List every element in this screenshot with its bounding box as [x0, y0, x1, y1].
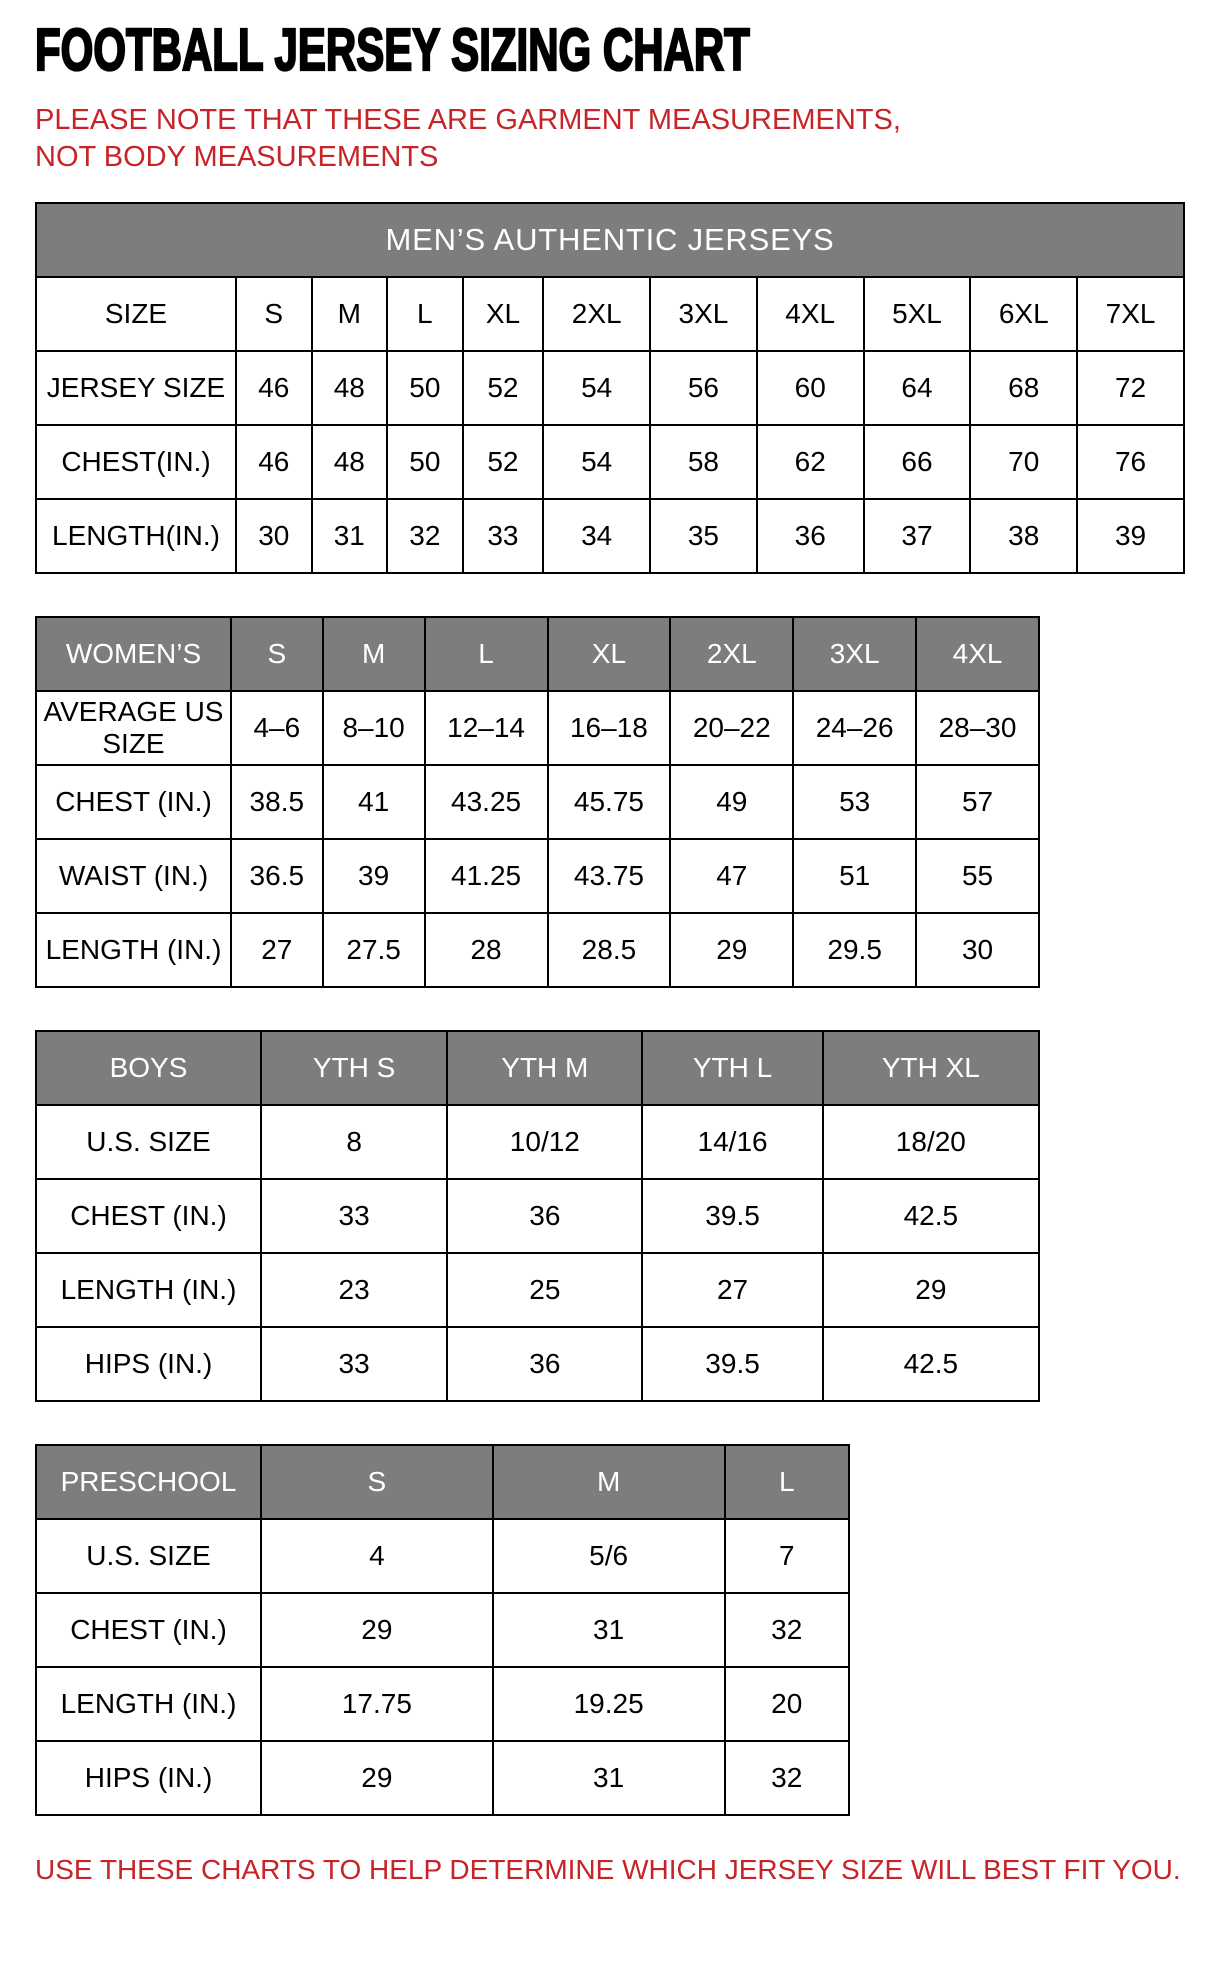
value-cell: 20 — [725, 1667, 850, 1741]
value-cell: 8–10 — [323, 691, 425, 765]
header-label-cell: PRESCHOOL — [36, 1445, 261, 1519]
header-size-cell: 3XL — [793, 617, 916, 691]
value-cell: 24–26 — [793, 691, 916, 765]
page-title-text: FOOTBALL JERSEY SIZING CHART — [35, 16, 750, 83]
value-cell: 76 — [1077, 425, 1184, 499]
header-size-cell: M — [312, 277, 388, 351]
header-size-cell: 2XL — [670, 617, 793, 691]
header-label-cell: WOMEN’S — [36, 617, 231, 691]
header-size-cell: 7XL — [1077, 277, 1184, 351]
page-title — [35, 16, 1185, 86]
header-row — [36, 1445, 849, 1519]
value-cell: 51 — [793, 839, 916, 913]
value-cell: 33 — [463, 499, 544, 573]
table-row — [36, 1519, 849, 1593]
value-cell: 50 — [387, 351, 463, 425]
value-cell: 68 — [970, 351, 1077, 425]
table-row — [36, 499, 1184, 573]
header-size-cell: XL — [548, 617, 671, 691]
value-cell: 32 — [725, 1741, 850, 1815]
table-row — [36, 1327, 1039, 1401]
value-cell: 64 — [864, 351, 971, 425]
value-cell: 29.5 — [793, 913, 916, 987]
value-cell: 18/20 — [823, 1105, 1039, 1179]
row-label-cell: LENGTH (IN.) — [36, 913, 231, 987]
value-cell: 57 — [916, 765, 1039, 839]
value-cell: 31 — [312, 499, 388, 573]
header-size-cell: 2XL — [543, 277, 650, 351]
header-size-cell: M — [323, 617, 425, 691]
value-cell: 41 — [323, 765, 425, 839]
value-cell: 29 — [261, 1741, 493, 1815]
value-cell: 39.5 — [642, 1179, 822, 1253]
value-cell: 30 — [916, 913, 1039, 987]
value-cell: 7 — [725, 1519, 850, 1593]
sizing-tables-container — [35, 202, 1185, 1816]
row-label-cell: U.S. SIZE — [36, 1105, 261, 1179]
table-row — [36, 1179, 1039, 1253]
value-cell: 56 — [650, 351, 757, 425]
value-cell: 52 — [463, 425, 544, 499]
value-cell: 28–30 — [916, 691, 1039, 765]
value-cell: 8 — [261, 1105, 447, 1179]
value-cell: 39 — [323, 839, 425, 913]
table-row — [36, 1741, 849, 1815]
value-cell: 55 — [916, 839, 1039, 913]
value-cell: 19.25 — [493, 1667, 725, 1741]
value-cell: 66 — [864, 425, 971, 499]
value-cell: 30 — [236, 499, 312, 573]
value-cell: 45.75 — [548, 765, 671, 839]
row-label-cell: HIPS (IN.) — [36, 1327, 261, 1401]
value-cell: 4 — [261, 1519, 493, 1593]
value-cell: 49 — [670, 765, 793, 839]
value-cell: 31 — [493, 1593, 725, 1667]
value-cell: 33 — [261, 1179, 447, 1253]
value-cell: 29 — [823, 1253, 1039, 1327]
value-cell: 41.25 — [425, 839, 548, 913]
value-cell: 50 — [387, 425, 463, 499]
row-label-cell: CHEST (IN.) — [36, 1179, 261, 1253]
table-row — [36, 765, 1039, 839]
value-cell: 17.75 — [261, 1667, 493, 1741]
value-cell: 29 — [261, 1593, 493, 1667]
value-cell: 10/12 — [447, 1105, 642, 1179]
header-row — [36, 617, 1039, 691]
value-cell: 43.75 — [548, 839, 671, 913]
table-row — [36, 691, 1039, 765]
value-cell: 54 — [543, 425, 650, 499]
value-cell: 23 — [261, 1253, 447, 1327]
value-cell: 37 — [864, 499, 971, 573]
table-row — [36, 425, 1184, 499]
table-row — [36, 1105, 1039, 1179]
value-cell: 31 — [493, 1741, 725, 1815]
value-cell: 43.25 — [425, 765, 548, 839]
value-cell: 60 — [757, 351, 864, 425]
table-row — [36, 1667, 849, 1741]
header-label-cell: BOYS — [36, 1031, 261, 1105]
header-size-cell: YTH XL — [823, 1031, 1039, 1105]
row-label-cell: U.S. SIZE — [36, 1519, 261, 1593]
header-label-cell: SIZE — [36, 277, 236, 351]
table-row — [36, 839, 1039, 913]
value-cell: 4–6 — [231, 691, 323, 765]
row-label-cell: LENGTH (IN.) — [36, 1667, 261, 1741]
row-label-cell: CHEST (IN.) — [36, 765, 231, 839]
header-size-cell: 6XL — [970, 277, 1077, 351]
value-cell: 53 — [793, 765, 916, 839]
value-cell: 36 — [447, 1327, 642, 1401]
boys-table — [35, 1030, 1040, 1402]
value-cell: 70 — [970, 425, 1077, 499]
header-size-cell: XL — [463, 277, 544, 351]
value-cell: 36 — [447, 1179, 642, 1253]
row-label-cell: LENGTH(IN.) — [36, 499, 236, 573]
row-label-cell: CHEST(IN.) — [36, 425, 236, 499]
mens-authentic-jerseys-banner: MEN’S AUTHENTIC JERSEYS — [36, 203, 1184, 277]
row-label-cell: HIPS (IN.) — [36, 1741, 261, 1815]
row-label-cell: CHEST (IN.) — [36, 1593, 261, 1667]
value-cell: 48 — [312, 425, 388, 499]
value-cell: 5/6 — [493, 1519, 725, 1593]
row-label-cell: WAIST (IN.) — [36, 839, 231, 913]
table-banner-row — [36, 203, 1184, 277]
value-cell: 34 — [543, 499, 650, 573]
header-size-cell: YTH S — [261, 1031, 447, 1105]
value-cell: 47 — [670, 839, 793, 913]
header-size-cell: YTH L — [642, 1031, 822, 1105]
header-size-cell: M — [493, 1445, 725, 1519]
value-cell: 33 — [261, 1327, 447, 1401]
row-label-cell: AVERAGE US SIZE — [36, 691, 231, 765]
value-cell: 14/16 — [642, 1105, 822, 1179]
value-cell: 48 — [312, 351, 388, 425]
value-cell: 52 — [463, 351, 544, 425]
row-label-cell: JERSEY SIZE — [36, 351, 236, 425]
header-size-cell: YTH M — [447, 1031, 642, 1105]
value-cell: 32 — [387, 499, 463, 573]
header-row — [36, 277, 1184, 351]
value-cell: 46 — [236, 425, 312, 499]
value-cell: 38 — [970, 499, 1077, 573]
table-row — [36, 1593, 849, 1667]
value-cell: 35 — [650, 499, 757, 573]
header-size-cell: L — [725, 1445, 850, 1519]
value-cell: 25 — [447, 1253, 642, 1327]
mens-authentic-jerseys-table — [35, 202, 1185, 574]
header-size-cell: L — [425, 617, 548, 691]
value-cell: 27.5 — [323, 913, 425, 987]
value-cell: 16–18 — [548, 691, 671, 765]
value-cell: 28 — [425, 913, 548, 987]
value-cell: 29 — [670, 913, 793, 987]
garment-measurement-note: PLEASE NOTE THAT THESE ARE GARMENT MEASUREMENTS, NOT BODY MEASUREMENTS — [35, 104, 901, 174]
value-cell: 12–14 — [425, 691, 548, 765]
value-cell: 36.5 — [231, 839, 323, 913]
header-size-cell: 4XL — [757, 277, 864, 351]
value-cell: 54 — [543, 351, 650, 425]
value-cell: 39.5 — [642, 1327, 822, 1401]
value-cell: 39 — [1077, 499, 1184, 573]
value-cell: 46 — [236, 351, 312, 425]
table-row — [36, 351, 1184, 425]
preschool-table — [35, 1444, 850, 1816]
header-size-cell: 3XL — [650, 277, 757, 351]
value-cell: 62 — [757, 425, 864, 499]
header-size-cell: S — [231, 617, 323, 691]
table-row — [36, 913, 1039, 987]
womens-table — [35, 616, 1040, 988]
value-cell: 58 — [650, 425, 757, 499]
value-cell: 32 — [725, 1593, 850, 1667]
header-size-cell: 5XL — [864, 277, 971, 351]
table-row — [36, 1253, 1039, 1327]
row-label-cell: LENGTH (IN.) — [36, 1253, 261, 1327]
header-size-cell: S — [236, 277, 312, 351]
value-cell: 72 — [1077, 351, 1184, 425]
value-cell: 28.5 — [548, 913, 671, 987]
value-cell: 42.5 — [823, 1327, 1039, 1401]
footer-text: USE THESE CHARTS TO HELP DETERMINE WHICH JERSEY SIZE WILL BEST FIT YOU. — [35, 1854, 1181, 1886]
header-size-cell: 4XL — [916, 617, 1039, 691]
value-cell: 36 — [757, 499, 864, 573]
value-cell: 20–22 — [670, 691, 793, 765]
header-size-cell: S — [261, 1445, 493, 1519]
value-cell: 27 — [231, 913, 323, 987]
header-size-cell: L — [387, 277, 463, 351]
value-cell: 27 — [642, 1253, 822, 1327]
header-row — [36, 1031, 1039, 1105]
value-cell: 42.5 — [823, 1179, 1039, 1253]
value-cell: 38.5 — [231, 765, 323, 839]
